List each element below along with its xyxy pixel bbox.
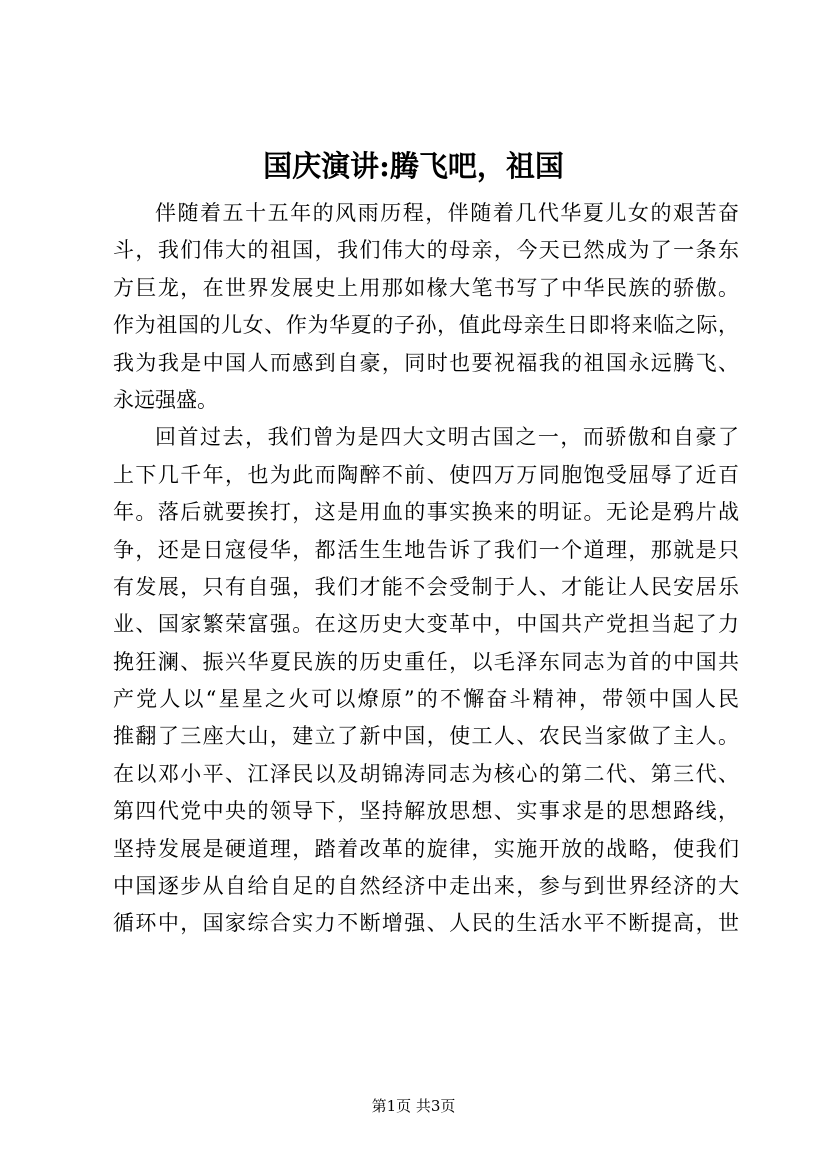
text-line: 作为祖国的儿女、作为华夏的子孙，值此母亲生日即将来临之际， [113,313,739,338]
text-line: 在以邓小平、江泽民以及胡锦涛同志为核心的第二代、第三代、 [113,761,739,786]
paragraph [113,419,739,942]
text-line: 中国逐步从自给自足的自然经济中走出来，参与到世界经济的大 [113,874,739,899]
page-number-footer: 第1页 共3页 [371,1097,456,1115]
text-line: 推翻了三座大山，建立了新中国，使工人、农民当家做了主人。 [113,724,739,749]
text-line: 坚持发展是硬道理，踏着改革的旋律，实施开放的战略，使我们 [113,836,739,861]
text-line: 循环中，国家综合实力不断增强、人民的生活水平不断提高，世 [113,911,739,936]
text-line: 永远强盛。 [113,387,218,412]
text-line: 产党人以“星星之火可以燎原”的不懈奋斗精神，带领中国人民 [113,687,739,712]
text-line: 业、国家繁荣富强。在这历史大变革中，中国共产党担当起了力 [113,612,739,637]
document-title: 国庆演讲:腾飞吧，祖国 [263,149,564,183]
text-line: 上下几千年，也为此而陶醉不前、使四万万同胞饱受屈辱了近百 [113,462,739,487]
text-line: 年。落后就要挨打，这是用血的事实换来的明证。无论是鸦片战 [113,500,739,525]
text-line: 回首过去，我们曾为是四大文明古国之一，而骄傲和自豪了 [155,425,739,450]
text-line: 有发展，只有自强，我们才能不会受制于人、才能让人民安居乐 [113,574,739,599]
document-body [113,195,739,943]
text-line: 斗，我们伟大的祖国，我们伟大的母亲，今天已然成为了一条东 [113,238,739,263]
text-line: 挽狂澜、振兴华夏民族的历史重任，以毛泽东同志为首的中国共 [113,649,739,674]
text-line: 方巨龙，在世界发展史上用那如椽大笔书写了中华民族的骄傲。 [113,275,739,300]
paragraph [113,195,739,419]
text-line: 我为我是中国人而感到自豪，同时也要祝福我的祖国永远腾飞、 [113,350,739,375]
text-line: 第四代党中央的领导下，坚持解放思想、实事求是的思想路线， [113,799,739,824]
text-line: 争，还是日寇侵华，都活生生地告诉了我们一个道理，那就是只 [113,537,739,562]
text-line: 伴随着五十五年的风雨历程，伴随着几代华夏儿女的艰苦奋 [155,201,739,225]
